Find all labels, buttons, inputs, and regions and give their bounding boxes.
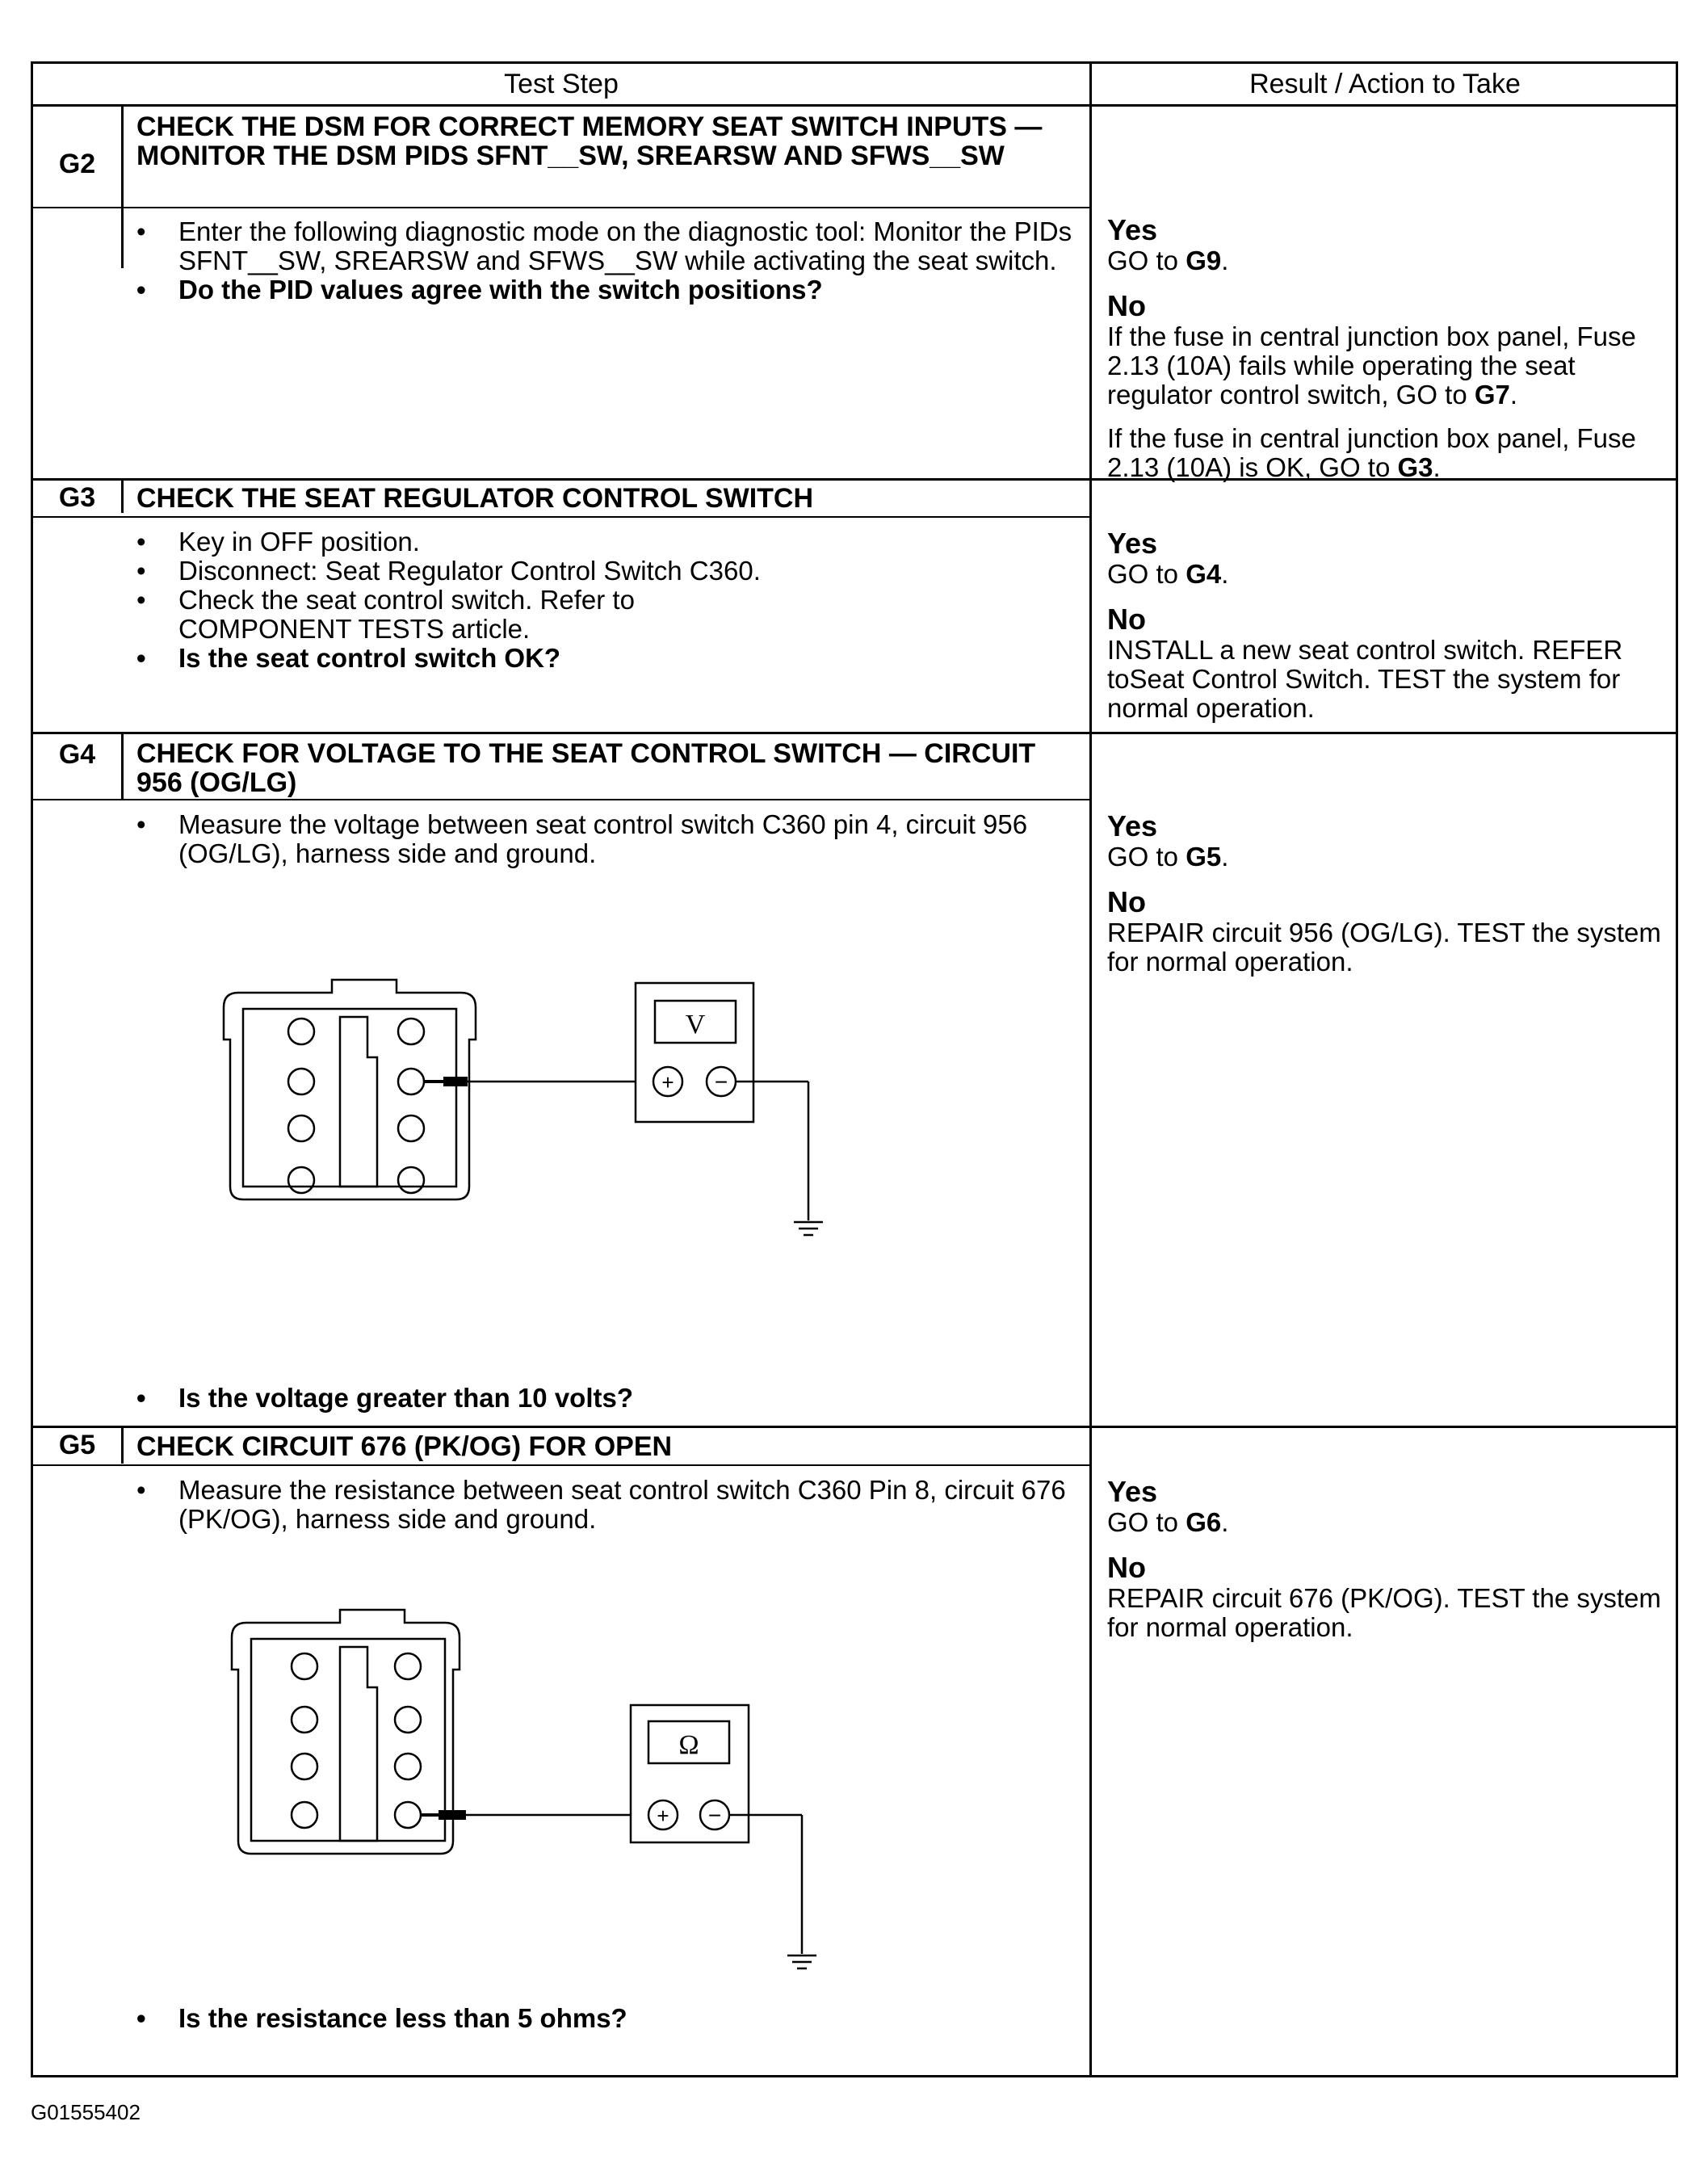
column-divider [1089,64,1092,2075]
result-g5: Yes GO to G6. No REPAIR circuit 676 (PK/OG). TEST the system for normal operation. [1107,1476,1672,1657]
meter-symbol-ohm: Ω [678,1730,699,1760]
step-title-g5: CHECK CIRCUIT 676 (PK/OG) FOR OPEN [136,1431,673,1462]
step-title-g2: CHECK THE DSM FOR CORRECT MEMORY SEAT SWITCH INPUTS — MONITOR THE DSM PIDS SFNT__SW, SREARSW AND SFWS__SW [136,111,1043,171]
result-g3: Yes GO to G4. No INSTALL a new seat control switch. REFER toSeat Control Switch. TEST the system for normal operation. [1107,527,1672,737]
header-result-action: Result / Action to Take [1249,69,1521,99]
step-id-g4: G4 [33,734,124,799]
step-question: • Do the PID values agree with the switch positions? [136,275,1073,305]
no-action-text: INSTALL a new seat control switch. REFER toSeat Control Switch. TEST the system for normal operation. [1107,635,1623,723]
step-body-g2 [136,217,1073,305]
step-reference: G7 [1474,380,1510,410]
no-action-text: REPAIR circuit 676 (PK/OG). TEST the system for normal operation. [1107,1583,1661,1642]
step-divider-g3 [33,516,1089,518]
header-test-step: Test Step [504,69,619,99]
yes-label: Yes [1107,1475,1158,1508]
step-title-g4: CHECK FOR VOLTAGE TO THE SEAT CONTROL SWITCH — CIRCUIT 956 (OG/LG) [136,738,1036,798]
yes-label: Yes [1107,213,1158,246]
yes-label: Yes [1107,527,1158,560]
yes-label: Yes [1107,809,1158,842]
diagnostic-table [31,61,1678,2077]
step-reference: G5 [1186,842,1222,872]
result-g4: Yes GO to G5. No REPAIR circuit 956 (OG/LG). TEST the system for normal operation. [1107,810,1672,991]
row-divider [33,478,1676,481]
meter-minus: − [707,1803,722,1828]
meter-symbol-v: V [685,1010,706,1040]
step-bullet: • Enter the following diagnostic mode on the diagnostic tool: Monitor the PIDs SFNT__SW, SREARSW and SFWS__SW while activating the seat switch. [136,217,1073,275]
step-bullet: • Key in OFF position. [136,527,1073,557]
resistance-test-diagram [227,1598,841,1970]
test-probe [421,1810,631,1820]
step-divider-g5 [33,1464,1089,1466]
step-id-g3: G3 [33,481,124,513]
step-title-g3: CHECK THE SEAT REGULATOR CONTROL SWITCH [136,483,814,514]
no-label: No [1107,885,1146,918]
step-bullet: • Check the seat control switch. Refer to COMPONENT TESTS article. [136,586,776,644]
step-body-g3 [136,527,1073,673]
step-reference: G4 [1186,559,1222,589]
no-label: No [1107,603,1146,636]
step-body-g5 [136,1476,1073,1534]
step-reference: G6 [1186,1507,1222,1537]
row-divider [33,1426,1676,1428]
step-id-g5: G5 [33,1428,124,1464]
step-reference: G3 [1397,452,1433,482]
meter-plus: + [657,1804,669,1828]
no-label: No [1107,289,1146,322]
row-divider [33,732,1676,734]
no-action-text: REPAIR circuit 956 (OG/LG). TEST the system for normal operation. [1107,918,1661,977]
meter-plus: + [661,1070,674,1094]
no-label: No [1107,1551,1146,1584]
test-probe [424,1077,636,1086]
step-bullet: • Measure the resistance between seat control switch C360 Pin 8, circuit 676 (PK/OG), harness side and ground. [136,1476,1073,1534]
figure-code: G01555402 [31,2100,141,2124]
result-g2: Yes GO to G9. No If the fuse in central junction box panel, Fuse 2.13 (10A) fails while operating the seat regulator control switch, GO to G7. If the fuse in central junction box panel, Fuse 2.13 (10A) is OK, GO to G3. [1107,214,1672,497]
table-header [33,64,1676,107]
step-bullet: • Measure the voltage between seat control switch C360 pin 4, circuit 956 (OG/LG), harness side and ground. [136,810,1073,868]
connector-c360 [232,1610,460,1854]
step-question-g4: • Is the voltage greater than 10 volts? [136,1384,1073,1413]
step-bullet: • Disconnect: Seat Regulator Control Switch C360. [136,557,1073,586]
voltage-test-diagram [219,968,833,1324]
step-question: • Is the seat control switch OK? [136,644,1073,673]
meter-minus: − [714,1069,728,1094]
step-divider-g4 [33,799,1089,800]
step-question-g5: • Is the resistance less than 5 ohms? [136,2004,1073,2033]
step-id-g2: G2 [33,107,124,268]
voltmeter [636,983,823,1235]
step-divider-g2 [33,207,1089,208]
step-reference: G9 [1186,246,1222,275]
ohmmeter [631,1705,816,1968]
connector-c360 [224,980,476,1199]
step-body-g4 [136,810,1073,868]
